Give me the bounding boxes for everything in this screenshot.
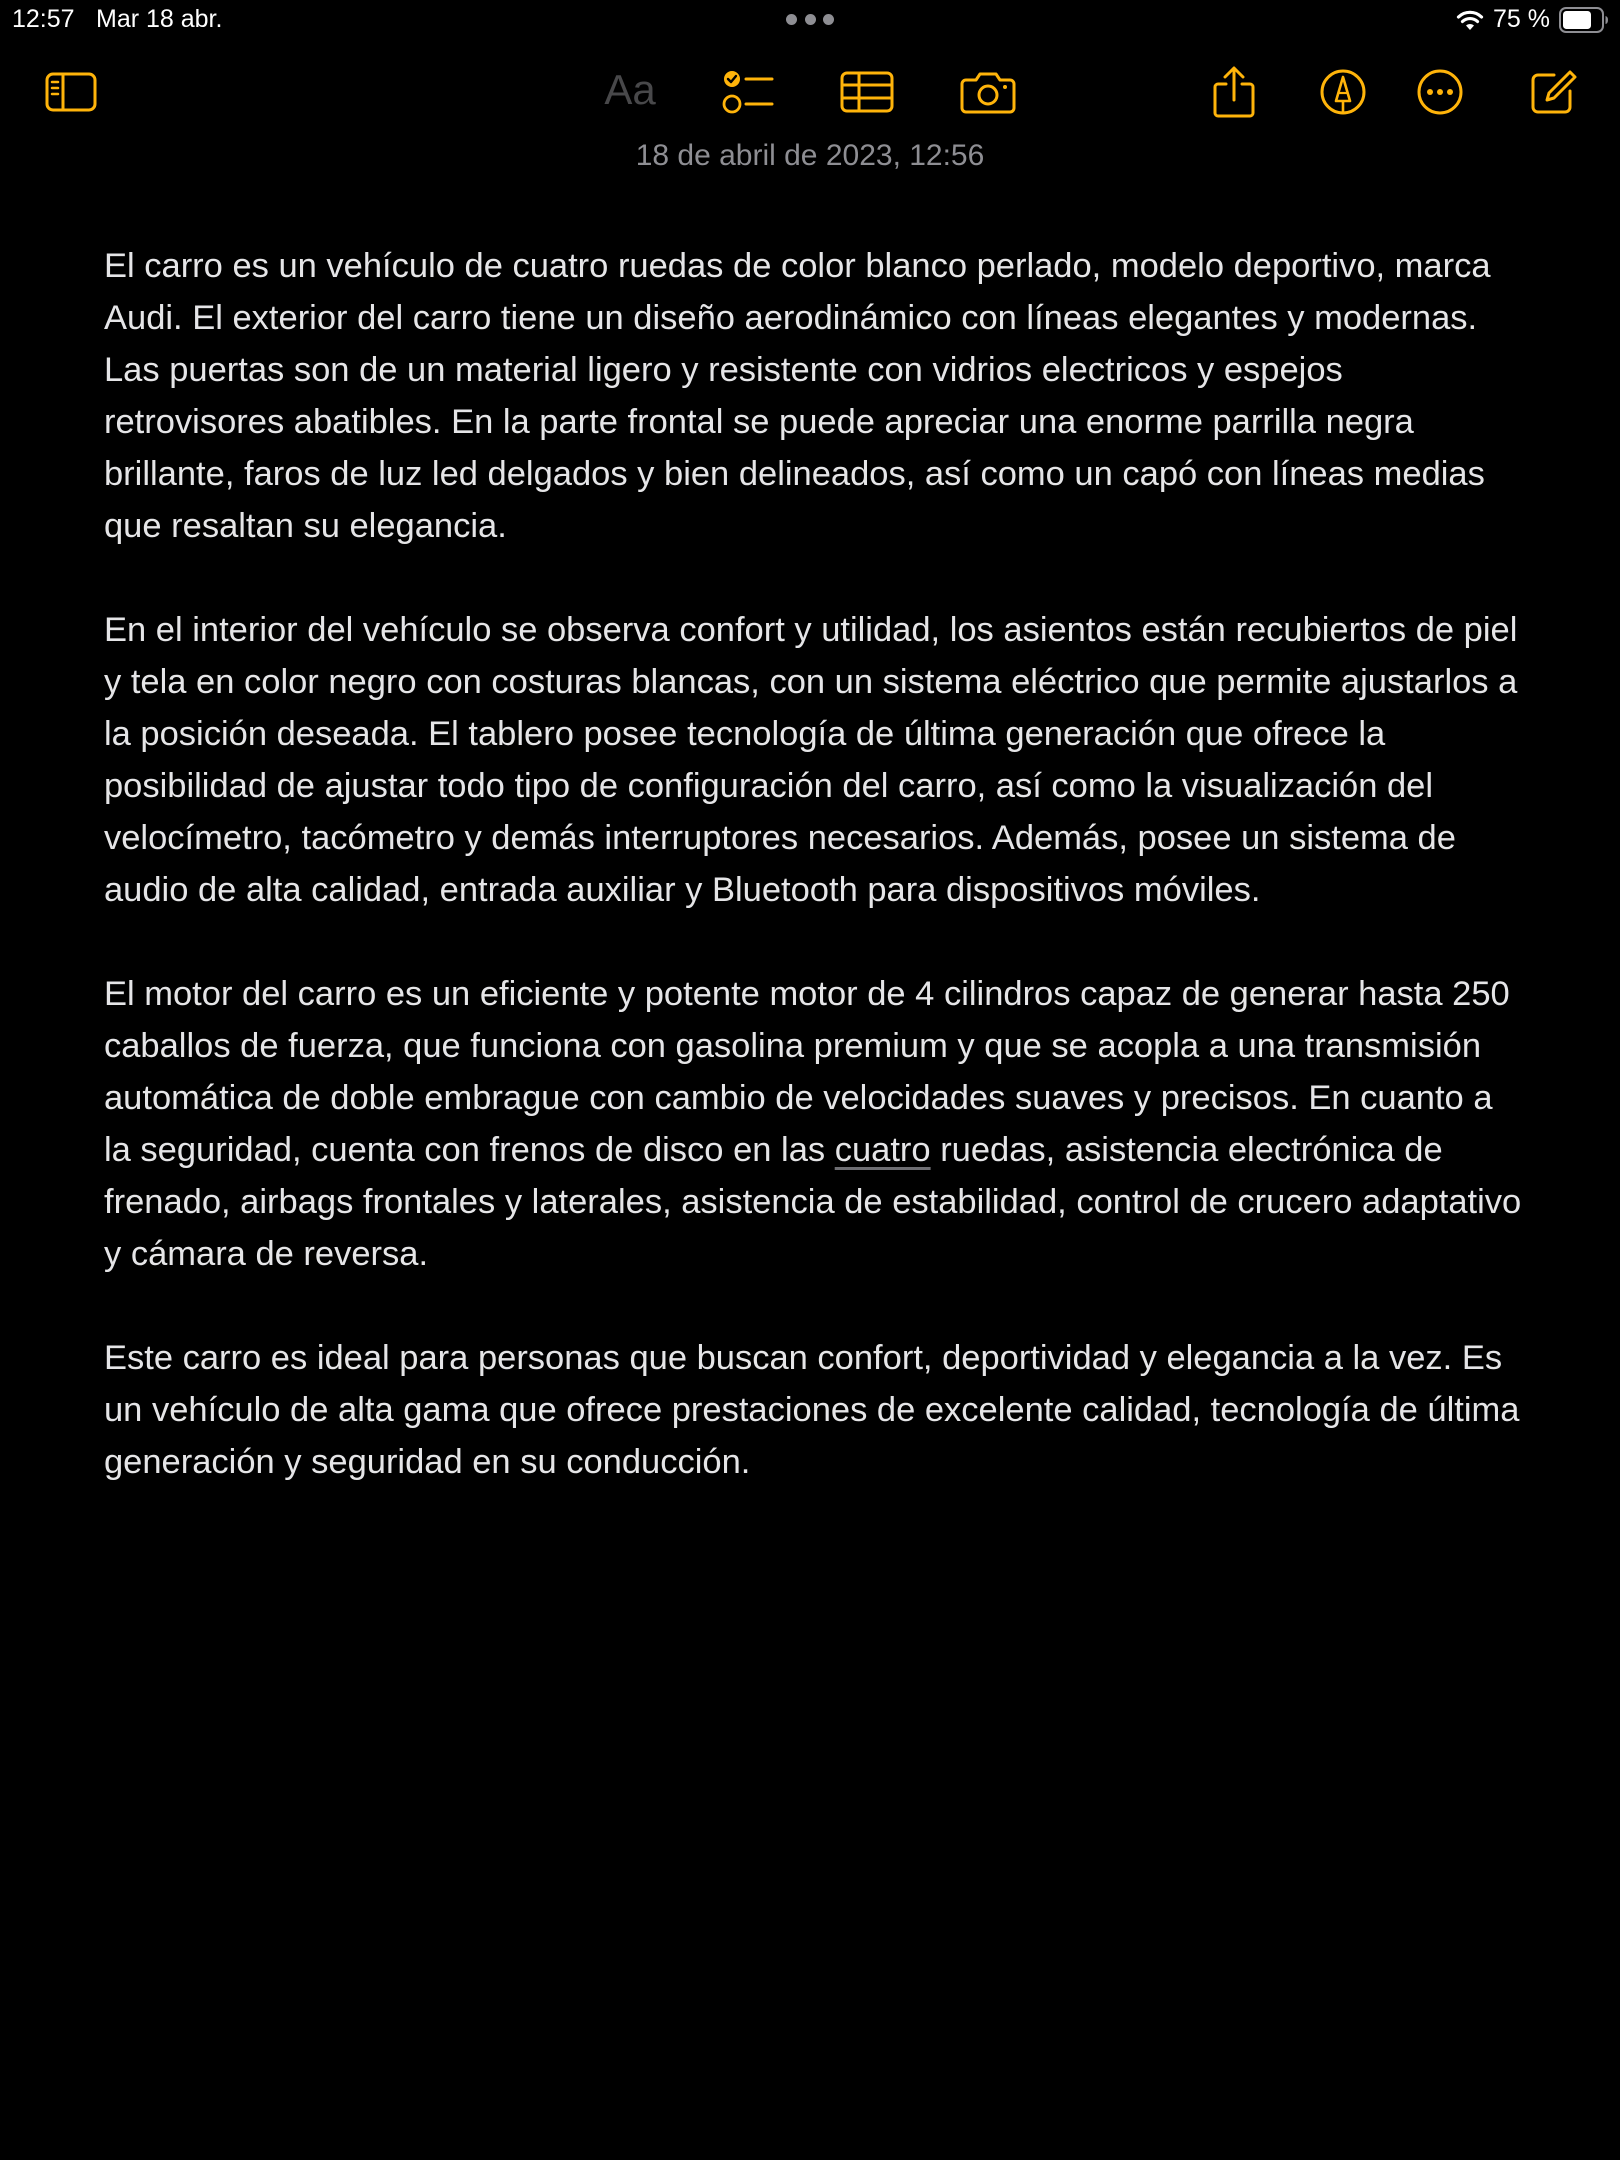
- table-button[interactable]: [838, 64, 896, 120]
- spellcheck-underlined-word[interactable]: cuatro: [834, 1131, 931, 1169]
- sidebar-icon: [45, 72, 97, 112]
- compose-icon: [1530, 69, 1578, 115]
- note-paragraph[interactable]: En el interior del vehículo se observa confort y utilidad, los asientos están recubiertos de piel y tela en color negro con costuras blancas, con un sistema eléctrico que permite ajustarlos a la posición deseada. El tablero posee tecnología de última generación que ofrece la posibilidad de ajustar todo tipo de configuración del carro, así como la visualización del velocímetro, tacómetro y demás interruptores necesarios. Además, posee un sistema de audio de alta calidad, entrada auxiliar y Bluetooth para dispositivos móviles.: [104, 611, 1518, 909]
- compose-button[interactable]: [1528, 64, 1580, 120]
- status-time: 12:57: [12, 5, 75, 33]
- wifi-icon: [1455, 8, 1485, 32]
- share-icon: [1212, 66, 1256, 118]
- status-date: Mar 18 abr.: [96, 5, 223, 33]
- table-icon: [840, 71, 894, 113]
- ellipsis-circle-icon: [1416, 68, 1464, 116]
- format-text-button[interactable]: Aa: [604, 66, 656, 113]
- note-paragraph[interactable]: Este carro es ideal para personas que buscan confort, deportividad y elegancia a la vez. Es un vehículo de alta gama que ofrece prestaciones de excelente calidad, tecnología de última generación y seguridad en su conducción.: [104, 1339, 1520, 1481]
- status-bar: [0, 0, 1620, 40]
- paragraph-text: El motor del carro es un eficiente y potente motor de 4 cilindros capaz de generar hasta 250 caballos de fuerza, que funciona con gasolina premium y que se acopla a una transmisión automática de doble embrague con cambio de velocidades suaves y precisos. En cuanto a la seguridad, cuenta con frenos de disco en las: [104, 975, 1510, 1169]
- paragraph-text: ruedas, asistencia electrónica de frenado, airbags frontales y laterales, asistencia de estabilidad, control de crucero adaptativo y cámara de reversa.: [104, 1131, 1522, 1273]
- checklist-button[interactable]: [718, 64, 778, 120]
- checklist-icon: [722, 69, 774, 115]
- markup-pen-icon: [1319, 68, 1367, 116]
- sidebar-toggle-button[interactable]: [40, 64, 102, 120]
- note-paragraph[interactable]: [104, 968, 1524, 1280]
- multitasking-dots-icon[interactable]: [786, 14, 834, 26]
- camera-icon: [960, 70, 1016, 114]
- more-options-button[interactable]: [1414, 64, 1466, 120]
- share-button[interactable]: [1210, 64, 1258, 120]
- battery-percentage: 75 %: [1493, 5, 1550, 33]
- battery-icon: [1559, 7, 1609, 33]
- note-paragraph[interactable]: El carro es un vehículo de cuatro ruedas de color blanco perlado, modelo deportivo, marca Audi. El exterior del carro tiene un diseño aerodinámico con líneas elegantes y modernas. Las puertas son de un material ligero y resistente con vidrios electricos y espejos retrovisores abatibles. En la parte frontal se puede apreciar una enorme parrilla negra brillante, faros de luz led delgados y bien delineados, así como un capó con líneas medias que resaltan su elegancia.: [104, 247, 1491, 545]
- note-body[interactable]: [104, 240, 1524, 1540]
- camera-button[interactable]: [958, 64, 1018, 120]
- markup-button[interactable]: [1316, 64, 1370, 120]
- note-date: 18 de abril de 2023, 12:56: [635, 139, 985, 172]
